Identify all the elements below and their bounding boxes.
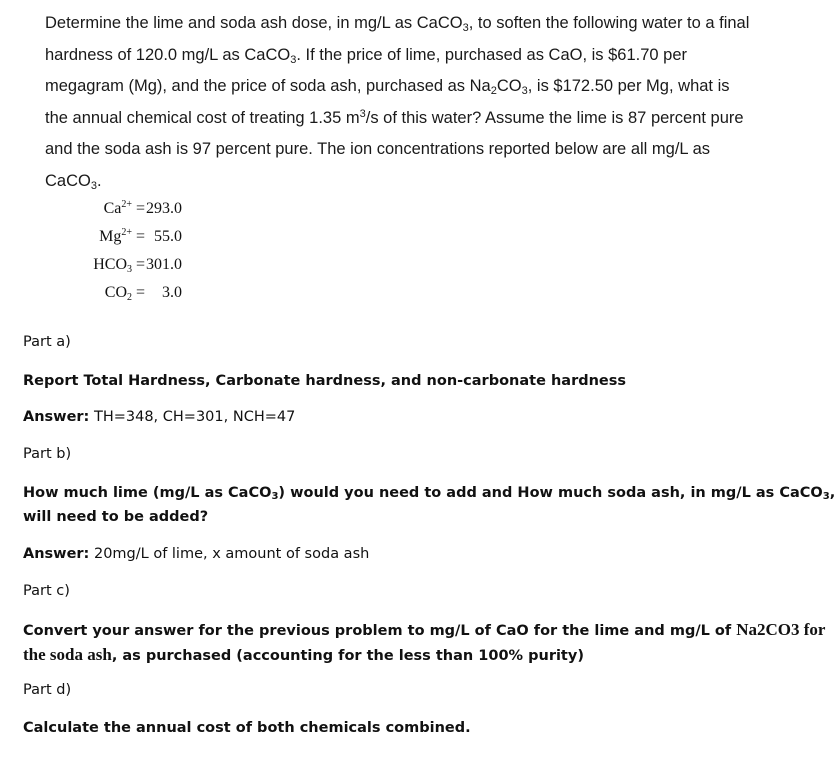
ion-value: 55.0: [154, 228, 182, 245]
part-a-answer: [23, 409, 295, 425]
subscript: 3: [290, 53, 297, 66]
text: hardness of 120.0 mg/L as CaCO: [45, 45, 291, 64]
ion-row-bicarbonate: [50, 252, 230, 280]
ion-row-magnesium: [50, 224, 230, 252]
part-d-label: Part d): [23, 682, 72, 698]
problem-line: [45, 134, 795, 166]
text: and the soda ash is 97 percent pure. The ion concentrations reported below are all mg/L as: [45, 140, 710, 158]
ion-name: [99, 228, 132, 246]
ion-concentration-table: [50, 196, 230, 308]
part-b-question-line2: will need to be added?: [23, 509, 209, 525]
ion-value: 293.0: [146, 200, 182, 217]
ion-name: [105, 284, 132, 302]
ion-charge: 2+: [121, 227, 132, 238]
text: /s of this water? Assume the lime is 87 percent pure: [365, 108, 744, 127]
ion-name: [104, 200, 132, 218]
problem-line: [45, 166, 795, 198]
text: . If the price of lime, purchased as CaO, is $61.70 per: [296, 45, 688, 64]
ion-row-carbon-dioxide: [50, 280, 230, 308]
superscript: 3: [359, 107, 366, 120]
ion-row-calcium: [50, 196, 230, 224]
ion-charge: 2+: [121, 199, 132, 210]
problem-line: [45, 71, 795, 103]
subscript: 3: [462, 22, 469, 34]
problem-statement: [45, 8, 795, 197]
text: , is $172.50 per Mg, what is: [527, 77, 730, 95]
ion-base: CO: [104, 284, 127, 301]
answer-label: Answer:: [23, 546, 90, 562]
part-b-label: Part b): [23, 446, 72, 462]
ion-name: [93, 256, 132, 274]
ion-base: HCO: [93, 256, 127, 273]
text: megagram (Mg), and the price of soda ash, purchased as Na: [45, 77, 491, 95]
part-b-answer: [23, 546, 369, 562]
text: , as purchased (accounting for the less than 100% purity): [111, 648, 584, 664]
part-a-label: Part a): [23, 334, 71, 350]
part-d-question: Calculate the annual cost of both chemicals combined.: [23, 720, 471, 736]
subscript: 2: [490, 85, 497, 97]
ion-value: 301.0: [146, 256, 182, 273]
subscript: 3: [822, 491, 830, 502]
part-c-question-line1: [23, 620, 825, 640]
equals-sign: =: [136, 228, 146, 245]
text: the soda ash: [23, 645, 112, 664]
equals-sign: =: [136, 284, 146, 301]
ion-base: Ca: [103, 200, 122, 217]
problem-line: [45, 103, 795, 135]
ion-value: 3.0: [162, 284, 182, 301]
subscript: 3: [90, 179, 97, 192]
text: CaCO: [45, 171, 91, 190]
answer-label: Answer:: [23, 409, 90, 425]
subscript: 3: [521, 85, 528, 97]
answer-text: 20mg/L of lime, x amount of soda ash: [89, 546, 370, 562]
part-b-question-line1: [23, 485, 835, 501]
text: Determine the lime and soda ash dose, in mg/L as CaCO: [45, 14, 463, 32]
ion-subscript: 3: [127, 264, 132, 275]
problem-line: [45, 40, 795, 72]
text: Convert your answer for the previous problem to mg/L of CaO for the lime and mg/L of: [23, 623, 737, 639]
ion-subscript: 2: [127, 292, 132, 303]
equals-sign: =: [136, 256, 146, 273]
text: ) would you need to add and How much soda ash, in mg/L as CaCO: [278, 485, 823, 501]
text: Na2CO3 for: [736, 620, 826, 639]
text: , to soften the following water to a final: [468, 14, 750, 32]
part-a-question: Report Total Hardness, Carbonate hardness, and non-carbonate hardness: [23, 373, 627, 389]
text: .: [96, 171, 102, 190]
part-c-question-line2: [23, 645, 584, 665]
subscript: 3: [271, 491, 279, 502]
answer-text: TH=348, CH=301, NCH=47: [89, 409, 296, 425]
text: ,: [829, 485, 835, 501]
text: How much lime (mg/L as CaCO: [23, 485, 272, 501]
problem-line: [45, 8, 795, 40]
equals-sign: =: [136, 200, 146, 217]
ion-base: Mg: [99, 228, 122, 245]
part-c-label: Part c): [23, 583, 70, 599]
text: the annual chemical cost of treating 1.35 m: [45, 108, 360, 127]
text: CO: [496, 77, 522, 95]
